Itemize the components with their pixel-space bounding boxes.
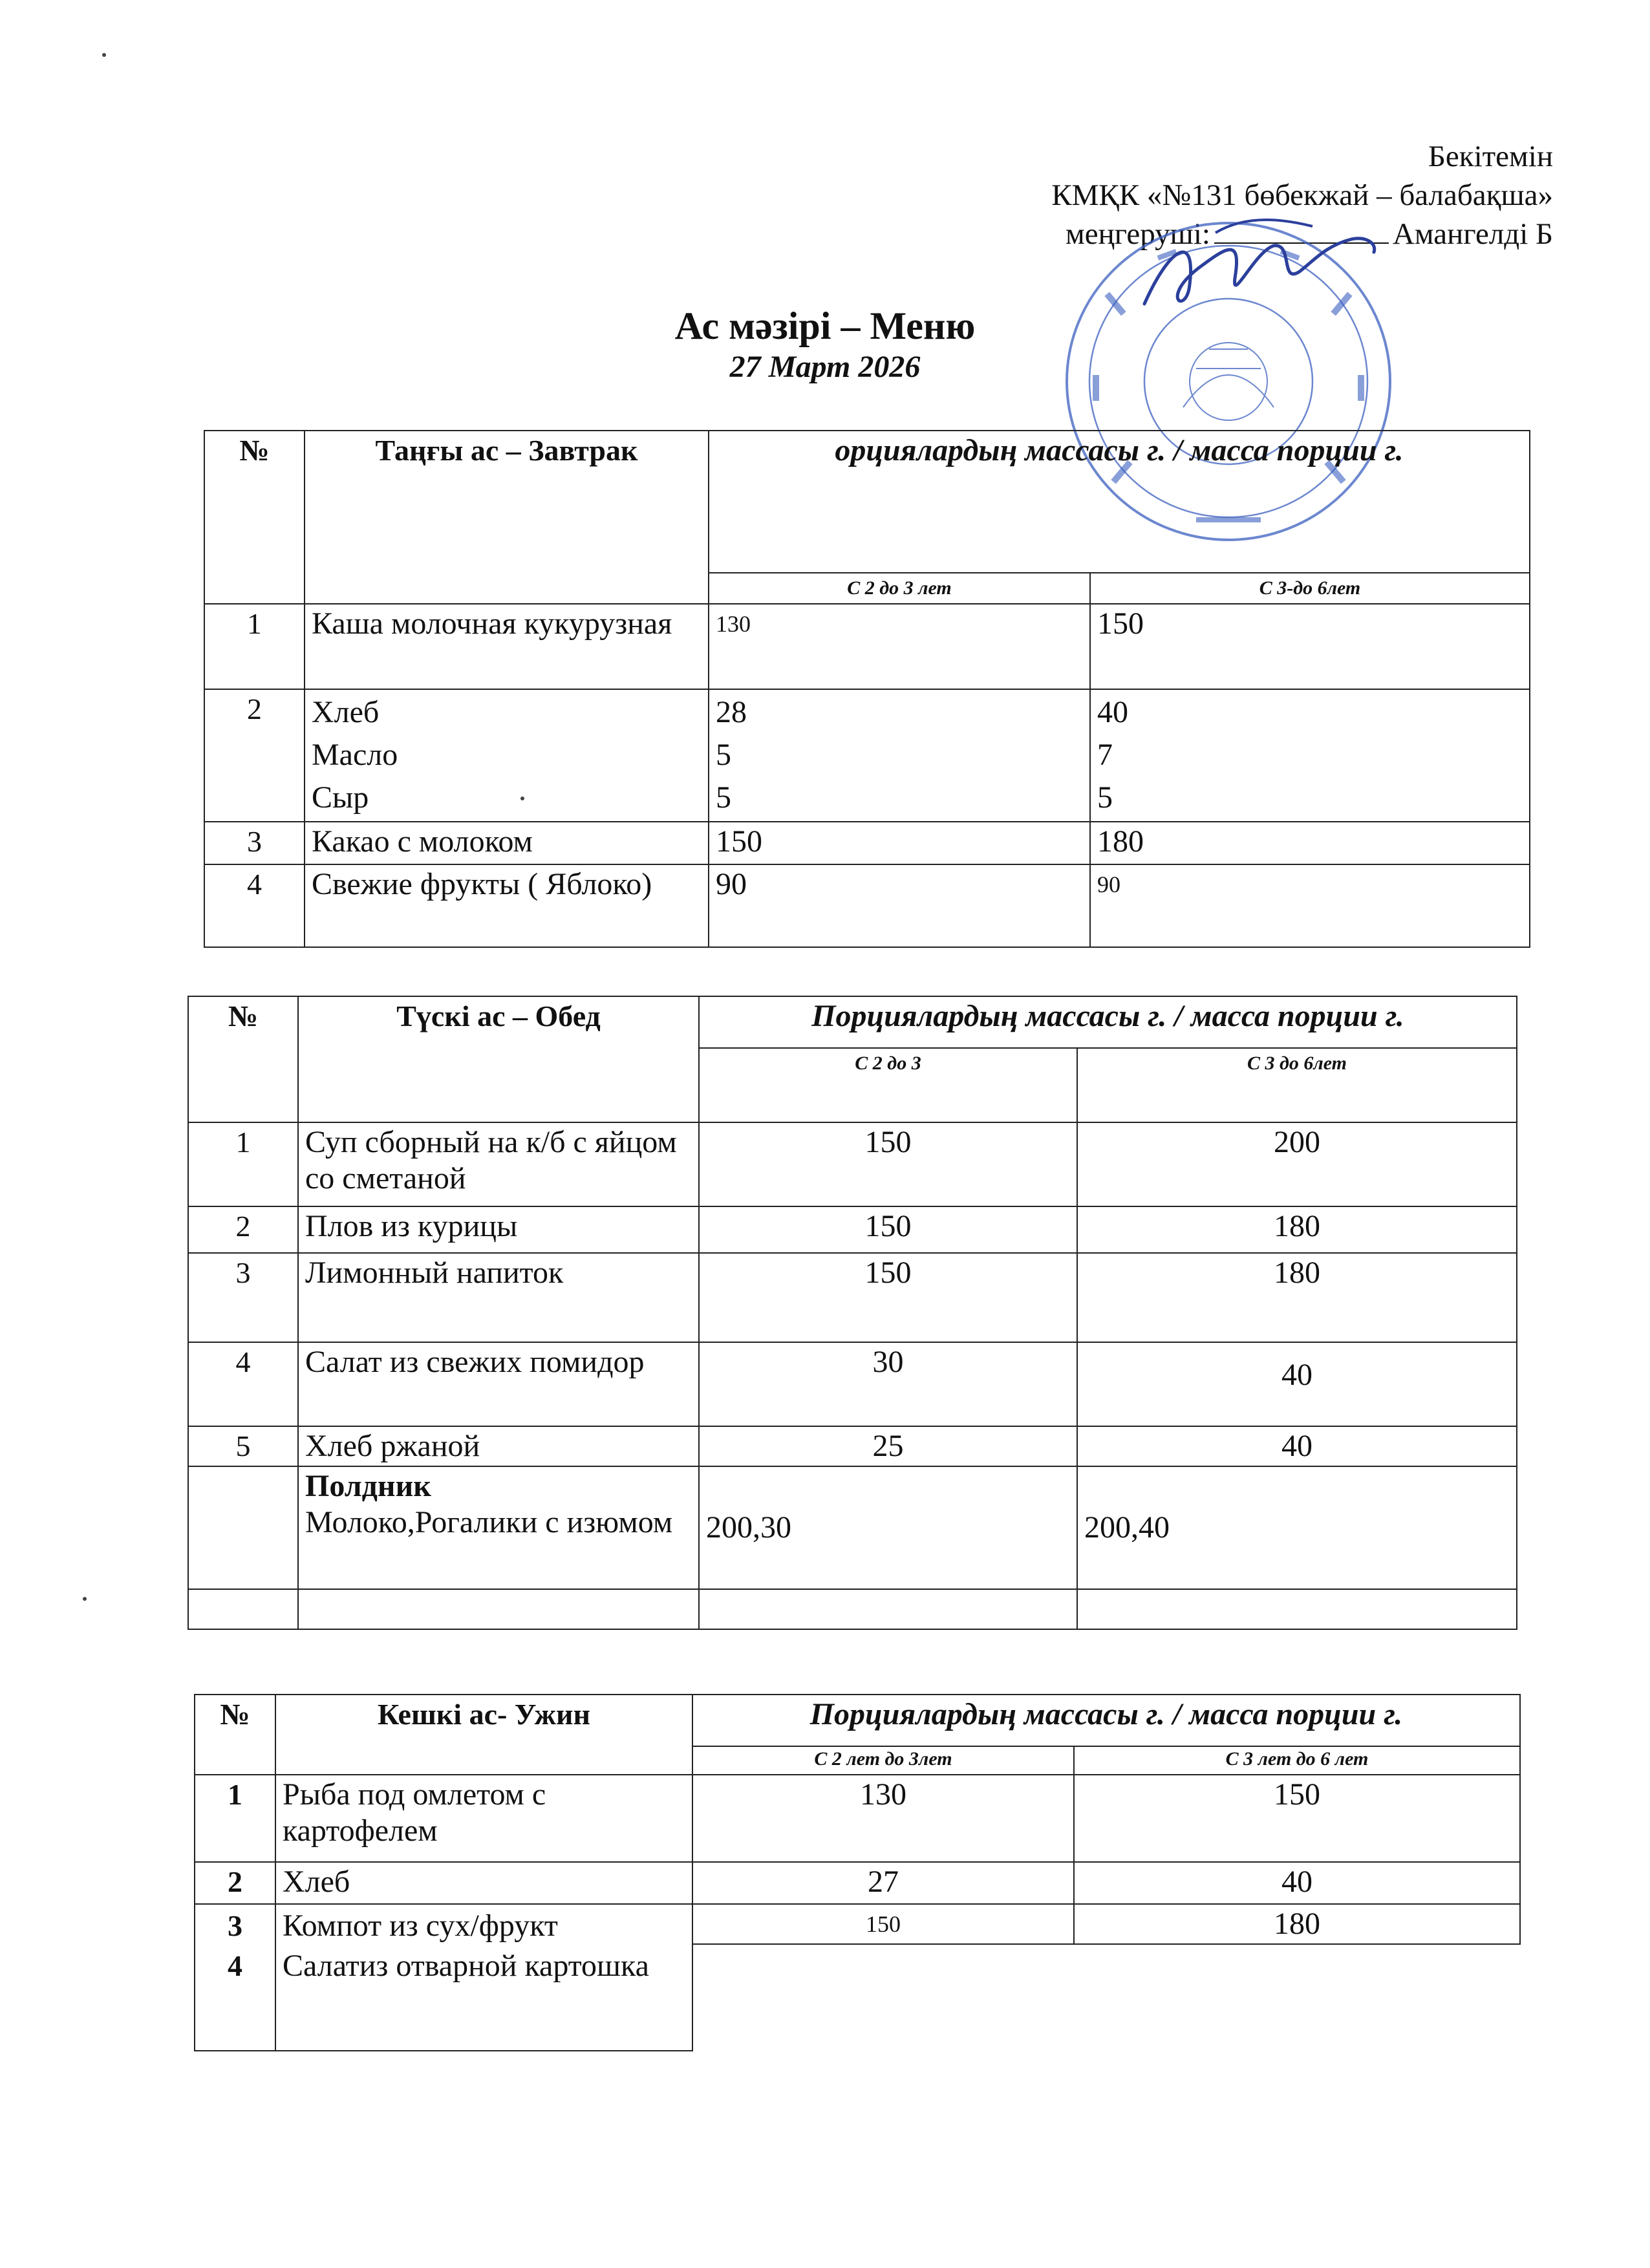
dinner-table	[194, 1694, 1521, 2051]
row-no: 4	[188, 1342, 298, 1426]
row-mass-b: 40	[1077, 1426, 1517, 1466]
scan-speck	[102, 53, 106, 57]
row-mass-b: 40 7 5	[1090, 689, 1530, 822]
table-row	[204, 689, 1530, 822]
row-dish: Компот из сух/фрукт Салатиз отварной картошка	[275, 1904, 692, 2051]
age-group-2: С 3 лет до 6 лет	[1074, 1746, 1520, 1775]
age-group-1: С 2 до 3	[699, 1048, 1077, 1122]
empty-cell	[188, 1589, 298, 1629]
row-dish: Суп сборный на к/б с яйцом со сметаной	[298, 1122, 699, 1206]
row-mass-a: 130	[709, 604, 1090, 689]
row-dish: Свежие фрукты ( Яблоко)	[305, 864, 709, 947]
row-dish: Плов из курицы	[298, 1206, 699, 1253]
row-mass-b: 40	[1074, 1862, 1520, 1904]
row-no	[188, 1466, 298, 1589]
row-mass-a: 90	[709, 864, 1090, 947]
lunch-table	[188, 996, 1517, 1630]
row-dish: Рыба под омлетом с картофелем	[275, 1775, 692, 1862]
row-mass-a: 150	[692, 1904, 1074, 1944]
row-no: 3	[204, 822, 305, 864]
manager-label: меңгеруші:	[1065, 217, 1210, 251]
table-row	[204, 864, 1530, 947]
row-mass-a: 150	[699, 1122, 1077, 1206]
approval-line-1: Бекітемін	[1428, 140, 1553, 173]
table-row	[188, 1426, 1517, 1466]
row-no: 2	[195, 1862, 275, 1904]
row-mass-b: 180	[1074, 1904, 1520, 1944]
row-no: 3	[188, 1253, 298, 1342]
table-header-row	[195, 1695, 1520, 1746]
snack-row	[188, 1466, 1517, 1589]
empty-cell	[1077, 1589, 1517, 1629]
col-no-header: №	[204, 431, 305, 604]
table-row	[195, 1775, 1520, 1862]
col-no-header: №	[188, 996, 298, 1122]
col-meal-header: Таңғы ас – Завтрак	[305, 431, 709, 604]
table-row	[188, 1253, 1517, 1342]
row-dish: Салат из свежих помидор	[298, 1342, 699, 1426]
scan-speck	[83, 1597, 87, 1601]
row-no: 5	[188, 1426, 298, 1466]
col-mass-header: Порциялардың массасы г. / масса порции г.	[692, 1695, 1520, 1746]
breakfast-table	[204, 430, 1530, 948]
row-mass-b: 180	[1090, 822, 1530, 864]
snack-cell	[298, 1466, 699, 1589]
snack-mass-a: 200,30	[699, 1466, 1077, 1589]
col-no-header: №	[195, 1695, 275, 1775]
row-no: 3 4	[195, 1904, 275, 2051]
row-no: 1	[188, 1122, 298, 1206]
row-mass-a: 150	[699, 1253, 1077, 1342]
row-mass-a: 150	[699, 1206, 1077, 1253]
col-mass-header: орциялардың массасы г. / масса порции г.	[709, 431, 1530, 573]
row-dish: Хлеб Масло Сыр	[305, 689, 709, 822]
table-row	[188, 1342, 1517, 1426]
table-row	[204, 822, 1530, 864]
empty-cell	[692, 1944, 1520, 2051]
table-header-row	[204, 431, 1530, 573]
row-dish: Какао с молоком	[305, 822, 709, 864]
age-group-1: С 2 лет до 3лет	[692, 1746, 1074, 1775]
row-mass-a: 28 5 5	[709, 689, 1090, 822]
row-mass-b: 180	[1077, 1206, 1517, 1253]
row-mass-b: 90	[1090, 864, 1530, 947]
table-row	[188, 1122, 1517, 1206]
row-mass-b: 150	[1074, 1775, 1520, 1862]
table-row	[188, 1206, 1517, 1253]
row-no: 4	[204, 864, 305, 947]
row-no: 1	[204, 604, 305, 689]
row-mass-a: 130	[692, 1775, 1074, 1862]
row-mass-b: 180	[1077, 1253, 1517, 1342]
row-mass-b: 150	[1090, 604, 1530, 689]
row-mass-b: 40	[1077, 1342, 1517, 1426]
empty-row	[188, 1589, 1517, 1629]
snack-title: Полдник	[305, 1469, 431, 1503]
table-row	[195, 1862, 1520, 1904]
row-dish: Каша молочная кукурузная	[305, 604, 709, 689]
row-no: 2	[204, 689, 305, 822]
scan-speck	[520, 797, 524, 800]
table-header-row	[188, 996, 1517, 1048]
col-mass-header: Порциялардың массасы г. / масса порции г.	[699, 996, 1517, 1048]
row-no: 2	[188, 1206, 298, 1253]
row-dish: Лимонный напиток	[298, 1253, 699, 1342]
age-group-2: С 3 до 6лет	[1077, 1048, 1517, 1122]
col-meal-header: Кешкі ас- Ужин	[275, 1695, 692, 1775]
empty-cell	[699, 1589, 1077, 1629]
row-mass-a: 150	[709, 822, 1090, 864]
row-mass-a: 30	[699, 1342, 1077, 1426]
row-no: 1	[195, 1775, 275, 1862]
col-meal-header: Түскі ас – Обед	[298, 996, 699, 1122]
snack-mass-b: 200,40	[1077, 1466, 1517, 1589]
row-mass-a: 25	[699, 1426, 1077, 1466]
row-dish: Хлеб	[275, 1862, 692, 1904]
empty-cell	[298, 1589, 699, 1629]
age-group-2: С 3-до 6лет	[1090, 573, 1530, 604]
manager-name: Амангелді Б	[1392, 217, 1553, 251]
page-date: 27 Март 2026	[729, 350, 921, 384]
snack-dish: Молоко,Рогалики с изюмом	[305, 1505, 673, 1539]
table-row	[204, 604, 1530, 689]
table-row	[195, 1904, 1520, 1944]
row-mass-b: 200	[1077, 1122, 1517, 1206]
approval-line-2: КМҚК «№131 бөбекжай – балабақша»	[1051, 178, 1553, 212]
page-title: Ас мәзірі – Меню	[674, 305, 976, 347]
row-mass-a: 27	[692, 1862, 1074, 1904]
age-group-1: С 2 до 3 лет	[709, 573, 1090, 604]
row-dish: Хлеб ржаной	[298, 1426, 699, 1466]
